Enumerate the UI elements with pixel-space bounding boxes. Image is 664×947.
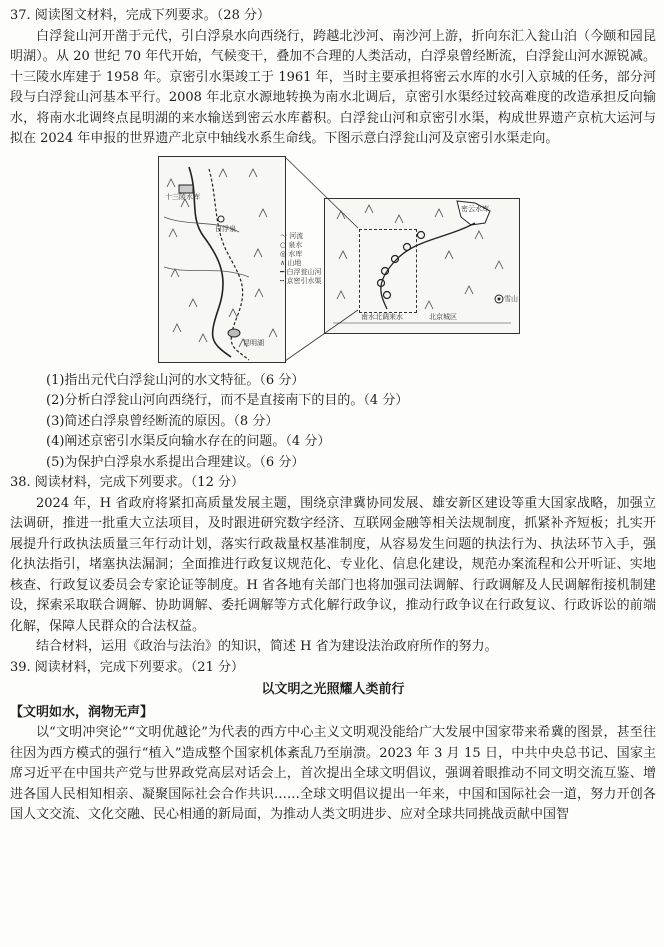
- q38-heading: 38. 阅读材料，完成下列要求。（12 分）: [10, 475, 244, 490]
- river-map-figure: [10, 152, 656, 367]
- q39-title: 以文明之光照耀人类前行: [261, 682, 405, 697]
- q37-heading: 37. 阅读图文材料，完成下列要求。（28 分）: [10, 8, 270, 23]
- q37-item-5: (5)为保护白浮泉水系提出合理建议。（6 分）: [46, 454, 305, 470]
- q37-item-3: (3)简述白浮泉曾经断流的原因。（8 分）: [46, 413, 279, 429]
- legend-item-river: ～ 河流: [280, 231, 304, 240]
- q39-material: 以“文明冲突论”“文明优越论”为代表的西方中心主义文明观没能给广大发展中国家带来希冀的图景，甚至往往因为西方模式的强行“植入”造成整个国家机体紊乱乃至崩溃。2023 年 3 月 15 日，中共中央总书记、国家主席习近平在中国共产党与世界政党高层对话会上，首次提出全球文明倡议，强调着眼推动不同文明交流互鉴、增进各国人民相知相亲、凝聚国际社会合作共识……全球文明倡议提出一年来，中国和国际社会一道，努力开创各国人文交流、文化交融、民心相通的新局面，为推动人类文明进步、应对全球共同挑战贡献中国智: [10, 725, 656, 822]
- q37-material: 白浮瓮山河开凿于元代，引白浮泉水向西绕行，跨越北沙河、南沙河上游，折向东汇入瓮山泊（今颐和园昆明湖）。从 20 世纪 70 年代开始，气候变干，叠加不合理的人类活动，白浮泉曾经断流，白浮瓮山河水源锐减。十三陵水库建于 1958 年。京密引水渠竣工于 1961 年，当时主要承担将密云水库的水引入京城的任务，部分河段与白浮瓮山河基本平行。2008 年北京水源地转换为南水北调后，京密引水渠经过较高难度的改造承担反向输水，将南水北调终点昆明湖的来水输送到密云水库蓄积。白浮瓮山河和京密引水渠，构成世界遗产京杭大运河与拟在 2024 年申报的世界遗产北京中轴线水系生命线。下图示意白浮瓮山河及京密引水渠走向。: [10, 28, 656, 146]
- q38-material: 2024 年，H 省政府将紧扣高质量发展主题，围绕京津冀协同发展、雄安新区建设等重大国家战略，加强立法调研，推进一批重大立法项目，及时跟进研究数字经济、互联网金融等相关法规制度，抓紧补齐短板；扎实开展提升行政执法质量三年行动计划，落实行政裁量权基准制度，从容易发生问题的执法行为、执法环节入手，强化执法指引，堵塞执法漏洞；全面推进行政复议规范化、专业化、信息化建设，规范办案流程和公开听证、实地核查、行政复议委员会专家论证等制度。H 省各地有关部门也将加强司法调解、行政调解及人民调解衔接机制建设，探索采取联合调解、协助调解、委托调解等方式化解行政争议，推动行政争议在行政复议、行政诉讼的前端化解，保障人民群众的合法权益。: [10, 495, 656, 634]
- legend-item-mountain: ∧ 山地: [280, 258, 302, 267]
- map-label-shisanling: 十三陵水库: [165, 192, 200, 201]
- map-label-xueshan: 雪山: [504, 294, 518, 303]
- map-label-baifuquan: 白浮泉: [215, 224, 236, 233]
- legend-item-reservoir: ◎ 水库: [280, 249, 303, 258]
- map-label-beijing-city: 北京城区: [429, 312, 457, 321]
- map-label-south-north-water: 南水北调来水: [361, 312, 403, 321]
- q38-question: 结合材料，运用《政治与法治》的知识，简述 H 省为建设法治政府所作的努力。: [36, 639, 498, 654]
- detail-map-drawing: [159, 157, 285, 362]
- overview-map: [324, 198, 520, 334]
- q37-item-1: (1)指出元代白浮瓮山河的水文特征。（6 分）: [46, 372, 305, 388]
- map-label-kunming-lake: 昆明湖: [243, 338, 264, 347]
- legend-item-jingmi-canal: ┅ 京密引水渠: [280, 276, 322, 285]
- detail-area-box: [359, 229, 417, 313]
- legend-item-spring: ○ 泉水: [280, 240, 303, 249]
- q37-item-2: (2)分析白浮瓮山河向西绕行，而不是直接南下的目的。（4 分）: [46, 393, 409, 408]
- q37-item-4: (4)阐述京密引水渠反向输水存在的问题。（4 分）: [46, 434, 331, 449]
- map-legend: [280, 232, 321, 286]
- overview-map-drawing: [325, 199, 519, 333]
- detail-map: [158, 156, 286, 363]
- map-label-miyun: 密云水库: [461, 204, 489, 213]
- legend-item-baifu-canal: ━ 白浮瓮山河: [280, 267, 322, 276]
- q39-section-heading: 【文明如水，润物无声】: [10, 704, 154, 720]
- q39-heading: 39. 阅读材料，完成下列要求。（21 分）: [10, 659, 244, 675]
